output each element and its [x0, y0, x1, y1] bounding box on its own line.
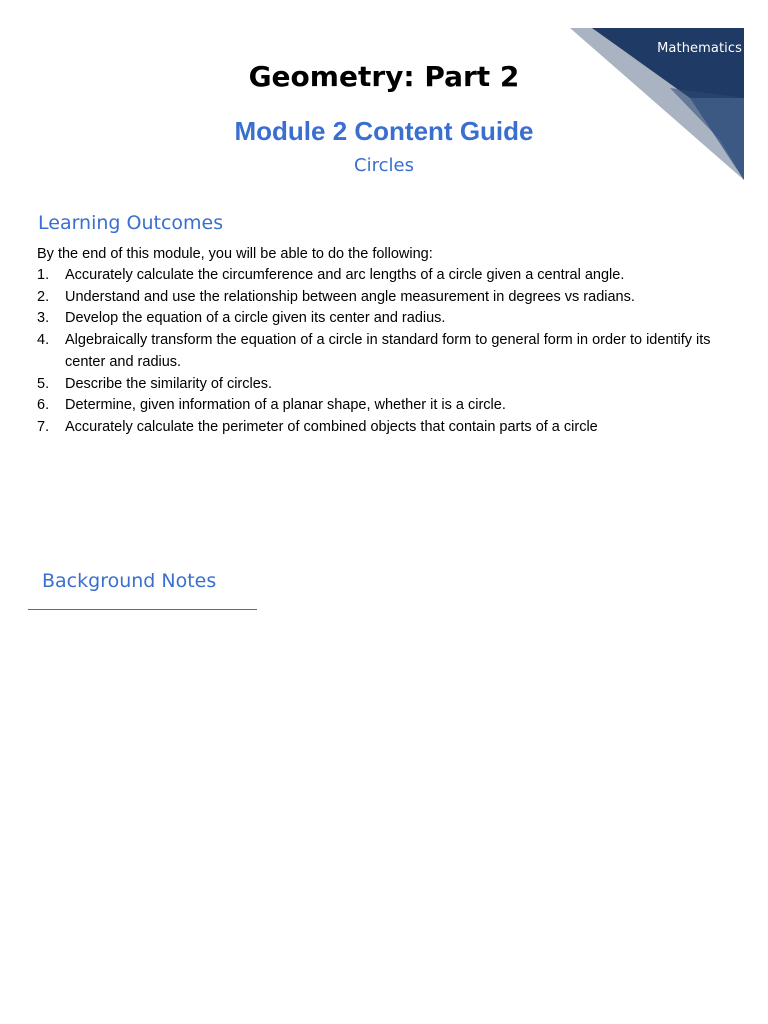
- list-item-text: Accurately calculate the perimeter of combined objects that contain parts of a circle: [65, 418, 598, 435]
- list-item-text: Algebraically transform the equation of a circle in standard form to general form in order to identify its center and radius.: [65, 332, 711, 370]
- background-notes-divider: [28, 609, 257, 610]
- list-item: [37, 330, 737, 373]
- module-title: Module 2 Content Guide: [234, 116, 534, 146]
- learning-outcomes-heading: Learning Outcomes: [38, 212, 224, 234]
- list-item: [37, 395, 737, 417]
- list-item: [37, 265, 737, 287]
- learning-outcomes-intro: By the end of this module, you will be able to do the following:: [37, 246, 433, 262]
- list-item: [37, 287, 737, 309]
- page-title: Geometry: Part 2: [248, 60, 520, 93]
- list-item-number: 3.: [37, 310, 50, 327]
- list-item-text: Describe the similarity of circles.: [65, 375, 273, 392]
- list-item: [37, 308, 737, 330]
- list-item-number: 6.: [37, 397, 50, 414]
- list-item-number: 4.: [37, 332, 50, 349]
- list-item-text: Determine, given information of a planar shape, whether it is a circle.: [65, 397, 506, 414]
- list-item-text: Develop the equation of a circle given its center and radius.: [65, 310, 446, 327]
- list-item: [37, 374, 737, 396]
- list-item-number: 5.: [37, 375, 50, 392]
- list-item-number: 7.: [37, 418, 50, 435]
- list-item-text: Understand and use the relationship between angle measurement in degrees vs radians.: [65, 288, 635, 305]
- subject-label: Mathematics: [657, 41, 742, 56]
- list-item-number: 1.: [37, 267, 50, 283]
- list-item: [37, 417, 737, 439]
- list-item-text: Accurately calculate the circumference and arc lengths of a circle given a central angle.: [65, 267, 625, 283]
- list-item-number: 2.: [37, 288, 50, 305]
- module-topic: Circles: [354, 155, 414, 176]
- learning-outcomes-list: [37, 265, 737, 439]
- background-notes-heading: Background Notes: [42, 570, 217, 592]
